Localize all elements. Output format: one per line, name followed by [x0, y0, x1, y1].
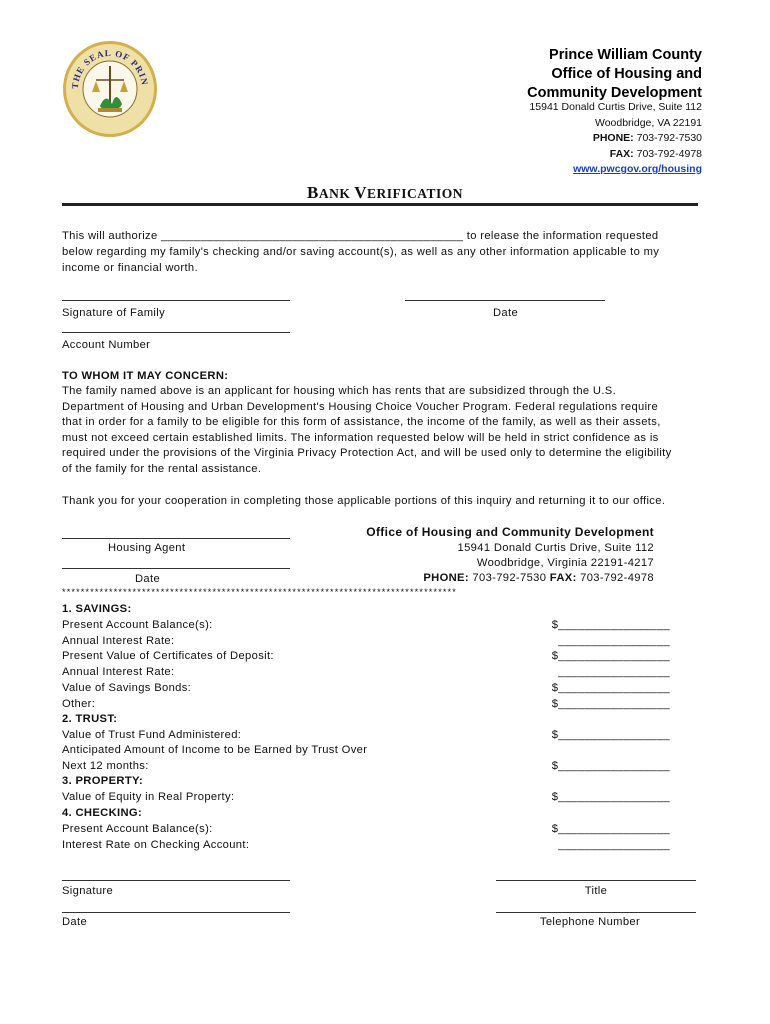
- bank-date-line[interactable]: [62, 912, 290, 913]
- housing-agent-line[interactable]: [62, 538, 290, 539]
- savings-row-label: Present Account Balance(s):: [62, 619, 213, 631]
- bank-signature-line[interactable]: [62, 880, 290, 881]
- header-organization: [527, 46, 702, 103]
- savings-row-label: Annual Interest Rate:: [62, 666, 175, 678]
- trust-income-label-b: Next 12 months:: [62, 760, 149, 772]
- account-number-line[interactable]: [62, 332, 290, 333]
- concern-line: required under the provisions of the Virginia Privacy Protection Act, and will be used only to determine the eligibility: [62, 447, 672, 460]
- checking-balance-field[interactable]: $_________________: [551, 823, 670, 835]
- return-fax-value: 703-792-4978: [580, 572, 654, 584]
- title-divider: [62, 203, 698, 206]
- checking-interest-field[interactable]: _________________: [558, 839, 670, 851]
- property-heading: 3. PROPERTY:: [62, 775, 144, 787]
- authorize-line2: below regarding my family's checking and/or saving account(s), as well as any other information applicable to my: [62, 246, 660, 258]
- bank-title-line[interactable]: [496, 880, 696, 881]
- trust-value-label: Value of Trust Fund Administered:: [62, 729, 242, 741]
- header-address-line2: Woodbridge, VA 22191: [594, 116, 702, 129]
- title-initial-v: V: [354, 183, 367, 202]
- bank-title-label: Title: [584, 885, 608, 897]
- svg-text:THE SEAL OF PRINCE WILLIAM COU: THE SEAL OF PRIN: [69, 47, 150, 90]
- family-signature-line[interactable]: [62, 300, 290, 301]
- savings-row-label: Annual Interest Rate:: [62, 635, 175, 647]
- family-signature-label: Signature of Family: [62, 307, 166, 319]
- website-link[interactable]: www.pwcgov.org/housing: [573, 163, 702, 175]
- agent-date-label: Date: [135, 573, 161, 585]
- property-equity-field[interactable]: $_________________: [551, 791, 670, 803]
- bank-telephone-line[interactable]: [496, 912, 696, 913]
- bank-telephone-label: Telephone Number: [539, 916, 641, 928]
- concern-line: Department of Housing and Urban Development's Housing Choice Voucher Program. Federal regulations require: [62, 400, 659, 413]
- housing-agent-label: Housing Agent: [108, 542, 186, 554]
- seal-icon: [62, 40, 158, 138]
- header-fax-label: FAX:: [609, 147, 634, 160]
- county-seal: [62, 40, 158, 138]
- savings-row-label: Present Value of Certificates of Deposit:: [62, 650, 274, 662]
- cd-value-field[interactable]: $_________________: [551, 650, 670, 662]
- trust-income-label-a: Anticipated Amount of Income to be Earned by Trust Over: [62, 744, 368, 756]
- return-address-line1: 15941 Donald Curtis Drive, Suite 112: [457, 542, 654, 554]
- return-phone-value: 703-792-7530: [472, 572, 547, 584]
- authorize-line3: income or financial worth.: [62, 262, 198, 274]
- checking-heading: 4. CHECKING:: [62, 807, 143, 819]
- bank-signature-label: Signature: [62, 885, 114, 897]
- family-date-line[interactable]: [405, 300, 605, 301]
- concern-line: The family named above is an applicant for housing which has rents that are subsidized through the U.S.: [62, 385, 617, 397]
- account-number-label: Account Number: [62, 339, 151, 351]
- org-name-line3: Community Development: [527, 85, 702, 101]
- trust-value-field[interactable]: $_________________: [551, 729, 670, 741]
- savings-row-label: Value of Savings Bonds:: [62, 682, 192, 694]
- agent-date-line[interactable]: [62, 568, 290, 569]
- title-initial-b: B: [306, 183, 319, 202]
- header-phone-value: 703-792-7530: [636, 132, 702, 144]
- return-contact: [423, 571, 654, 587]
- savings-other-field[interactable]: $_________________: [551, 698, 670, 710]
- thanks-text: Thank you for your cooperation in completing those applicable portions of this inquiry and returning it to our office.: [62, 495, 666, 507]
- org-name-line1: Prince William County: [549, 47, 702, 63]
- trust-income-field[interactable]: $_________________: [551, 760, 670, 772]
- trust-heading: 2. TRUST:: [62, 713, 118, 725]
- concern-paragraph: [62, 384, 672, 478]
- cd-interest-field[interactable]: _________________: [558, 666, 670, 678]
- savings-interest-field[interactable]: _________________: [558, 635, 670, 647]
- header-phone: [529, 131, 702, 147]
- bank-date-label: Date: [62, 916, 88, 928]
- concern-heading: TO WHOM IT MAY CONCERN:: [62, 370, 229, 382]
- title-rest-2: ERIFICATION: [366, 186, 463, 201]
- document-title: [0, 183, 770, 203]
- checking-interest-label: Interest Rate on Checking Account:: [62, 839, 250, 851]
- separator-stars: ************************************************************************************: [62, 587, 458, 597]
- return-fax-label: FAX:: [549, 572, 577, 584]
- concern-line: of the family for the rental assistance.: [62, 462, 262, 475]
- header-address: [529, 100, 702, 178]
- return-office-name: Office of Housing and Community Development: [366, 525, 654, 539]
- header-phone-label: PHONE:: [592, 132, 634, 144]
- property-equity-label: Value of Equity in Real Property:: [62, 791, 235, 803]
- title-rest-1: ANK: [318, 186, 355, 201]
- savings-row-label: Other:: [62, 698, 96, 710]
- return-phone-label: PHONE:: [423, 572, 469, 584]
- header-address-line1: 15941 Donald Curtis Drive, Suite 112: [529, 101, 702, 113]
- savings-balance-field[interactable]: $_________________: [551, 619, 670, 631]
- authorize-line1: This will authorize ______________________________________________ to release the information requested: [62, 230, 659, 242]
- header-fax-value: 703-792-4978: [636, 147, 702, 160]
- family-date-label: Date: [493, 307, 519, 319]
- org-name-line2: Office of Housing and: [551, 66, 702, 82]
- savings-heading: 1. SAVINGS:: [62, 603, 132, 615]
- savings-bonds-field[interactable]: $_________________: [551, 682, 670, 694]
- checking-balance-label: Present Account Balance(s):: [62, 823, 213, 835]
- header-fax: [529, 147, 702, 163]
- concern-line: that in order for a family to be eligible for this form of assistance, the income of the family, as well as their assets,: [62, 416, 661, 429]
- return-address-line2: Woodbridge, Virginia 22191-4217: [476, 557, 654, 569]
- concern-line: must not exceed certain established limits. The information requested below will be held in strict confidence as is: [62, 431, 659, 444]
